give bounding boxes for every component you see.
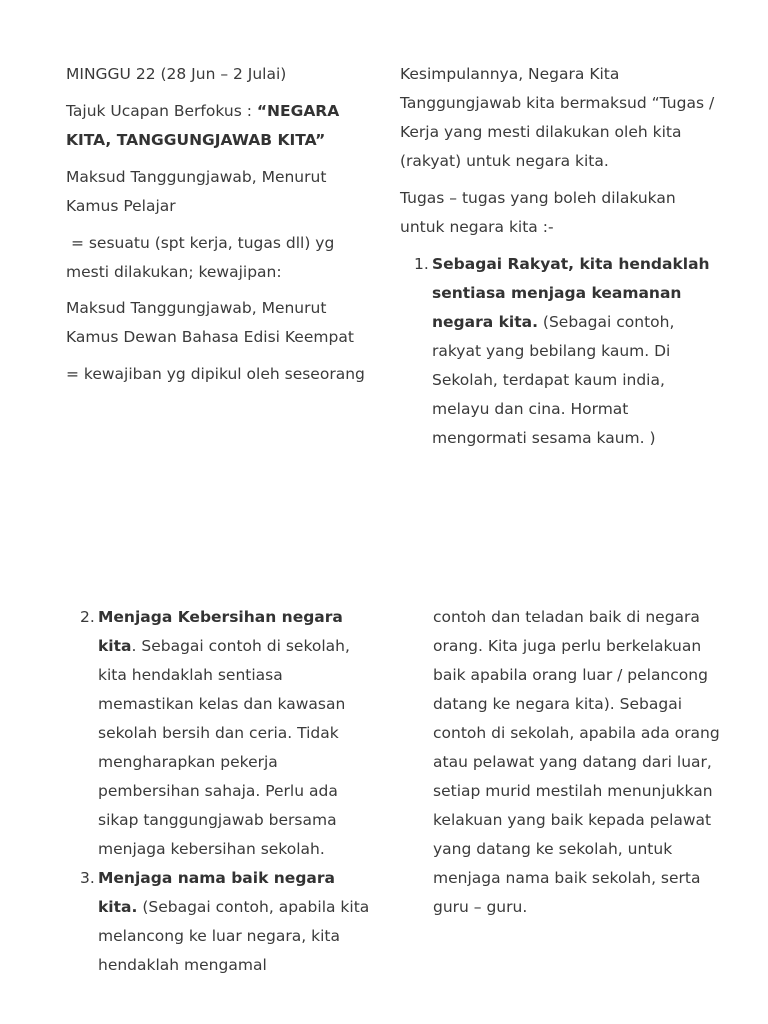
topic-title: “NEGARA KITA, TANGGUNGJAWAB KITA” bbox=[66, 102, 340, 149]
list-item-3 bbox=[66, 864, 376, 980]
definition-2-source: Maksud Tanggungjawab, Menurut Kamus Dewan Bahasa Edisi Keempat bbox=[66, 299, 354, 346]
topic-line bbox=[66, 97, 376, 155]
list-item-2-text: . Sebagai contoh di sekolah, kita hendaklah sentiasa memastikan kelas dan kawasan sekolah bersih dan ceria. Tidak mengharapkan pekerja pembersihan sahaja. Perlu ada sikap tanggungjawab bersama menjaga kebersihan sekolah. bbox=[98, 637, 350, 858]
definition-1-source: Maksud Tanggungjawab, Menurut Kamus Pelajar bbox=[66, 168, 327, 215]
list-item-1-text: (Sebagai contoh, rakyat yang bebilang kaum. Di Sekolah, terdapat kaum india, melayu dan cina. Hormat mengormati sesama kaum. ) bbox=[432, 313, 675, 447]
tasks-intro: Tugas – tugas yang boleh dilakukan untuk negara kita :- bbox=[400, 189, 676, 236]
list-number-3: 3. bbox=[80, 869, 95, 887]
topic-label: Tajuk Ucapan Berfokus : bbox=[66, 102, 257, 120]
list-item-2-heading: Menjaga Kebersihan negara kita bbox=[98, 608, 343, 655]
list-number-2: 2. bbox=[80, 608, 95, 626]
list-item-1-heading: Sebagai Rakyat, kita hendaklah sentiasa menjaga keamanan negara kita. bbox=[432, 255, 710, 331]
week-heading: MINGGU 22 (28 Jun – 2 Julai) bbox=[66, 65, 287, 83]
list-item-1 bbox=[400, 250, 720, 453]
list-item-3-text: (Sebagai contoh, apabila kita melancong ke luar negara, kita hendaklah mengamal bbox=[98, 898, 370, 974]
definition-2-text: = kewajiban yg dipikul oleh seseorang bbox=[66, 365, 365, 383]
right-top-column bbox=[400, 60, 720, 453]
list-item-3-heading: Menjaga nama baik negara kita. bbox=[98, 869, 335, 916]
list-item-2 bbox=[66, 603, 376, 864]
left-bottom-column bbox=[66, 603, 376, 980]
list-number-1: 1. bbox=[414, 255, 429, 273]
left-top-column bbox=[66, 60, 376, 397]
definition-1-text: = sesuatu (spt kerja, tugas dll) yg mesti dilakukan; kewajipan: bbox=[66, 234, 340, 281]
conclusion-paragraph: Kesimpulannya, Negara Kita Tanggungjawab kita bermaksud “Tugas / Kerja yang mesti dilakukan oleh kita (rakyat) untuk negara kita. bbox=[400, 65, 715, 170]
right-bottom-column bbox=[400, 603, 720, 922]
list-item-3-continuation: contoh dan teladan baik di negara orang. Kita juga perlu berkelakuan baik apabila orang luar / pelancong datang ke negara kita). Sebagai contoh di sekolah, apabila ada orang atau pelawat yang datang dari luar, setiap murid mestilah menunjukkan kelakuan yang baik kepada pelawat yang datang ke sekolah, untuk menjaga nama baik sekolah, serta guru – guru. bbox=[433, 608, 720, 916]
